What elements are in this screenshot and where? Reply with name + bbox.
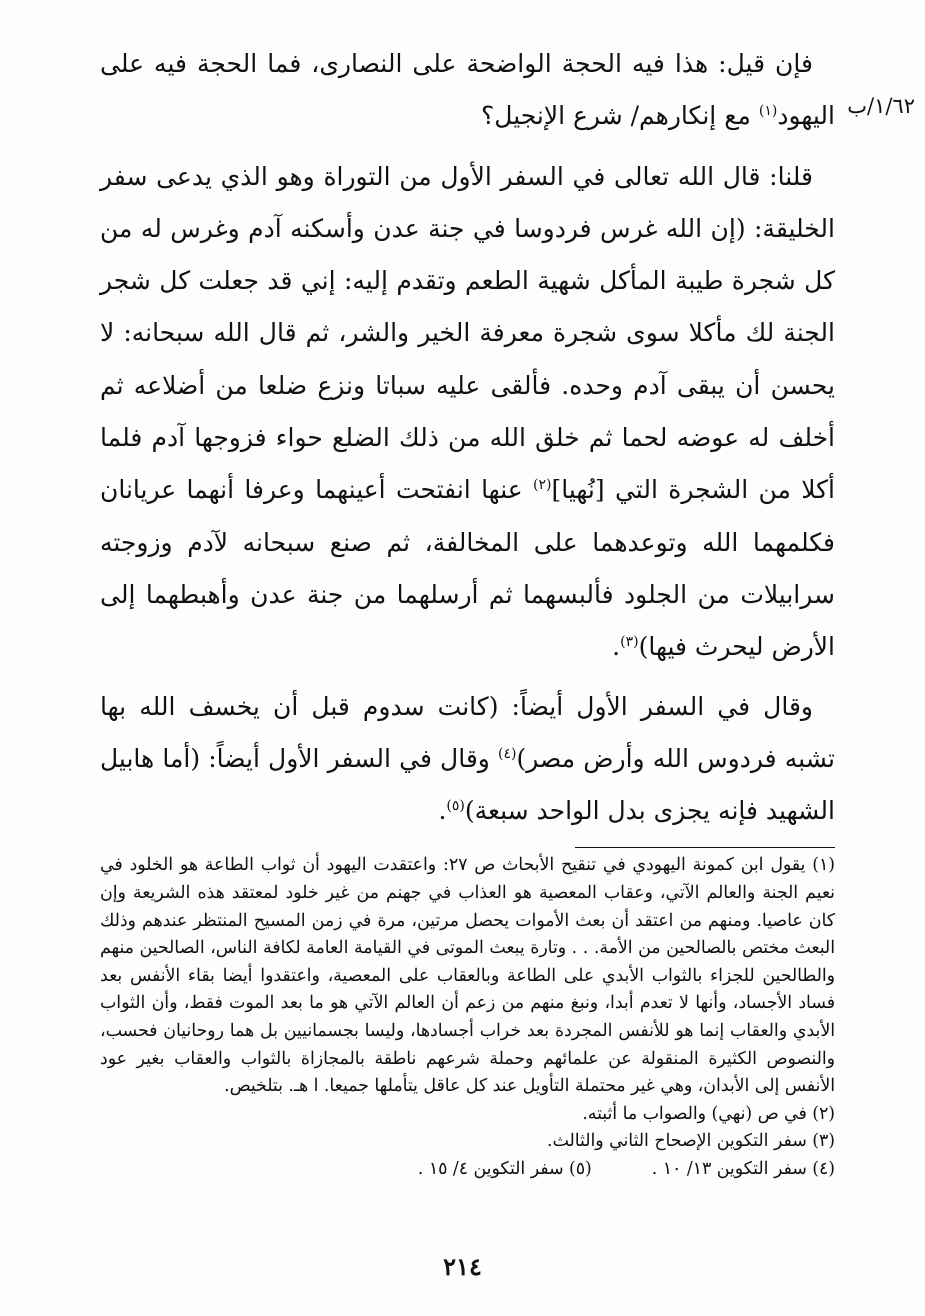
footnote-ref-5[interactable]: (٥): [446, 798, 465, 815]
footnote-ref-3[interactable]: (٣): [620, 634, 639, 651]
page-body: [100, 38, 835, 1184]
page-number: ٢١٤: [443, 1252, 482, 1281]
footnote-separator: [575, 847, 835, 848]
manuscript-folio-marker: ١/٦٢/ب: [847, 94, 915, 118]
footnote-row-4-5: [100, 1156, 835, 1184]
footnote-ref-4[interactable]: (٤): [498, 745, 517, 762]
paragraph-3-text: وقال في السفر الأول أيضاً: (كانت سدوم قبل أن يخسف الله بها تشبه فردوس الله وأرض مصر): [100, 691, 835, 773]
footnote-ref-2[interactable]: (٢): [533, 477, 552, 494]
paragraph-3-text-mid: وقال في السفر الأول أيضاً: (أما هابيل الشهيد فإنه يجزى بدل الواحد سبعة): [100, 743, 835, 826]
footnotes: [100, 852, 835, 1183]
paragraph-2: [100, 151, 835, 674]
paragraph-1-text: فإن قيل: هذا فيه الحجة الواضحة على النصارى، فما الحجة فيه على اليهود: [100, 49, 835, 131]
paragraph-2-text: قلنا: قال الله تعالى في السفر الأول من التوراة وهو الذي يدعى سفر الخليقة: (إن الله غرس فردوسا في جنة عدن وأسكنه آدم وغرس له من كل شجرة طيبة المأكل شهية الطعم وتقدم إليه: إني قد جعلت كل شجر الجنة لك مأكلا سوى شجرة معرفة الخير والشر، ثم قال الله سبحانه: لا يحسن أن يبقى آدم وحده. فألقى عليه سباتا ونزع ضلعا من أضلاعه ثم أخلف له عوضه لحما ثم خلق الله من ذلك الضلع حواء فزوجها آدم فلما أكلا من الشجرة التي [نُهيا]: [100, 161, 835, 505]
footnote-3: (٣) سفر التكوين الإصحاح الثاني والثالث.: [546, 1131, 835, 1152]
paragraph-1-text-end: مع إنكارهم/ شرع الإنجيل؟: [481, 101, 759, 131]
paragraph-1: [100, 38, 835, 143]
footnote-2: (٢) في ص (نهي) والصواب ما أثبته.: [582, 1103, 835, 1124]
footnote-1: (١) يقول ابن كمونة اليهودي في تنقيح الأبحاث ص ٢٧: واعتقدت اليهود أن ثواب الطاعة هو الخلود في نعيم الجنة والعالم الآتي، وعقاب المعصية هو العذاب في جهنم من غير خلود لمعتقد هذه الشريعة وإن كان عاصيا. ومنهم من اعتقد أن بعث الأموات يحصل مرتين، مرة في زمن المسيح المنتظر عندهم وذلك البعث مختص بالصالحين من الأمة. . . وتارة يبعث الموتى في القيامة العامة لكافة الناس، الصالحين منهم والطالحين للجزاء بالثواب الأبدي على الطاعة وبالعقاب على المعصية، واعتقدوا أيضا بقاء الأنفس بعد فساد الأجساد، وأنها لا تعدم أبدا، ونبغ منهم من زعم أن العالم الآتي هو ما بعد الموت فقط، وأن الثواب الأبدي والعقاب إنما هو للأنفس المجردة بعد خراب أجسادها، وليسا بجسمانيين بل هما روحانيان فحسب، والنصوص الكثيرة المنقولة عن علمائهم وحملة شرعهم ناطقة بالمجازاة بالثواب والعقاب بغير عود الأنفس إلى الأبدان، وهي غير محتملة التأويل عند كل عاقل يتأملها جميعا. ا هـ. بتلخيص.: [100, 855, 835, 1097]
paragraph-3-text-end: .: [438, 796, 447, 826]
footnote-5: (٥) سفر التكوين ٤/ ١٥ .: [417, 1158, 592, 1179]
paragraph-3: [100, 681, 835, 838]
paragraph-2-text-mid: عنها انفتحت أعينهما وعرفا أنهما عريانان فكلمهما الله وتوعدهما على المخالفة، ثم صنع سبحانه لآدم وزوجته سرابيلات من الجلود فألبسهما ثم أرسلهما من جنة عدن وأهبطهما إلى الأرض ليحرث فيها): [100, 475, 835, 662]
footnote-4: (٤) سفر التكوين ١٣/ ١٠ .: [651, 1158, 835, 1179]
paragraph-2-text-end: .: [612, 632, 621, 662]
footnote-ref-1[interactable]: (١): [758, 103, 778, 120]
